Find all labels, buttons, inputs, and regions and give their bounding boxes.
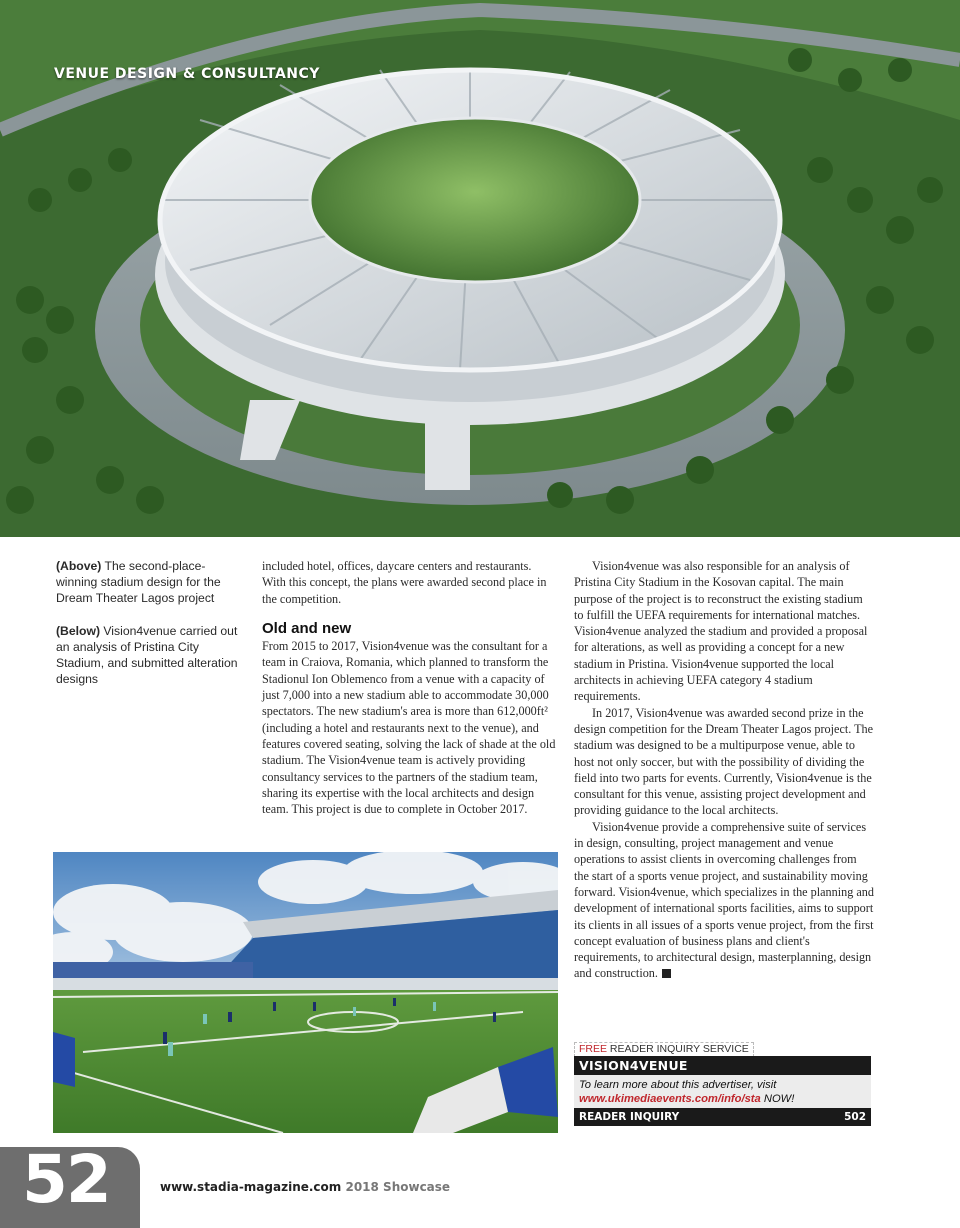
footer-site-link[interactable]: www.stadia-magazine.com — [160, 1180, 342, 1194]
article-column-2 — [262, 558, 558, 817]
footer-line — [160, 1180, 450, 1194]
ri-service-label: READER INQUIRY SERVICE — [607, 1043, 749, 1055]
footer-issue: 2018 Showcase — [341, 1180, 451, 1194]
pristina-stadium-image — [53, 852, 558, 1133]
col3-paragraph-3 — [574, 819, 874, 982]
ri-prompt: To learn more about this advertiser, visit — [579, 1079, 777, 1091]
page-number: 52 — [22, 1141, 110, 1218]
ri-body — [574, 1075, 871, 1108]
caption-below-text: Vision4venue carried out an analysis of Pristina City Stadium, and submitted alteration designs — [56, 623, 238, 687]
ri-footer — [574, 1108, 871, 1126]
stadium-render-image — [0, 0, 960, 537]
ri-inquiry-number: 502 — [844, 1111, 866, 1123]
article-column-3 — [574, 558, 874, 982]
ri-company-name: VISION4VENUE — [574, 1056, 871, 1075]
subheading-old-and-new: Old and new — [262, 619, 352, 637]
ri-url-line — [579, 1092, 866, 1106]
col2-body: From 2015 to 2017, Vision4venue was the consultant for a team in Craiova, Romania, which planned to transform the Stadionul Ion Oblemenco from a venue with a capacity of just 7,000 into a new stadium able to accommodate 30,000 spectators. The new stadium's area is more than 612,000ft² (including a hotel and restaurants next to the venue), and features covered seating, solving the lack of shade at the old stadium. The Vision4venue team is actively providing consultancy services to the partners of the stadium team, sharing its expertise with the local architects and design team. This project is due to complete in October 2017. — [262, 639, 556, 817]
col3-paragraph-1: Vision4venue was also responsible for an analysis of Pristina City Stadium in the Kosovan capital. The main purpose of the project is to reconstruct the existing stadium to fulfill the UEFA requirements for international matches. Vision4venue analyzed the stadium and provided a proposal for alterations, as well as providing a concept for a new stadium in Pristina. Vision4venue supported the local architects in achieving UEFA category 4 stadium requirements. — [574, 559, 868, 704]
col2-intro: included hotel, offices, daycare centers and restaurants. With this concept, the plans were awarded second place in the competition. — [262, 559, 547, 606]
caption-below — [56, 623, 246, 688]
ri-free-label: FREE — [579, 1043, 608, 1055]
ri-now: NOW! — [760, 1093, 795, 1105]
ri-footer-label: READER INQUIRY — [579, 1111, 680, 1123]
caption-above-label: (Above) — [56, 559, 102, 573]
pristina-stadium-illustration — [53, 852, 558, 1133]
image-captions — [56, 558, 246, 703]
ri-url-link[interactable]: www.ukimediaevents.com/info/sta — [579, 1093, 761, 1105]
section-label: VENUE DESIGN & CONSULTANCY — [54, 66, 320, 82]
col3-paragraph-3-text: Vision4venue provide a comprehensive suite of services in design, consulting, project management and venue operations to assist clients in overcoming challenges from the start of a sports venue project, and sustainability moving forward. Vision4venue, which specializes in the planning and development of international sports facilities, aims to support its clients in all issues of a sports venue project, from the first concept evaluation of business plans and client's requirements, to architectural design, masterplanning, design and construction. — [574, 819, 874, 981]
reader-inquiry-tag — [574, 1042, 754, 1057]
end-of-article-mark — [662, 969, 671, 978]
caption-above-text: The second-place-winning stadium design for the Dream Theater Lagos project — [56, 559, 221, 606]
caption-below-label: (Below) — [56, 623, 101, 638]
col3-paragraph-2: In 2017, Vision4venue was awarded second prize in the design competition for the Dream Theater Lagos project. The stadium was designed to be a multipurpose venue, able to host not only soccer, but with the possibility of dividing the field into two parts for events. Currently, Vision4venue is the consultant for this venue, assisting project development and providing guidance to the local architects. — [574, 705, 874, 818]
caption-above — [56, 558, 246, 607]
